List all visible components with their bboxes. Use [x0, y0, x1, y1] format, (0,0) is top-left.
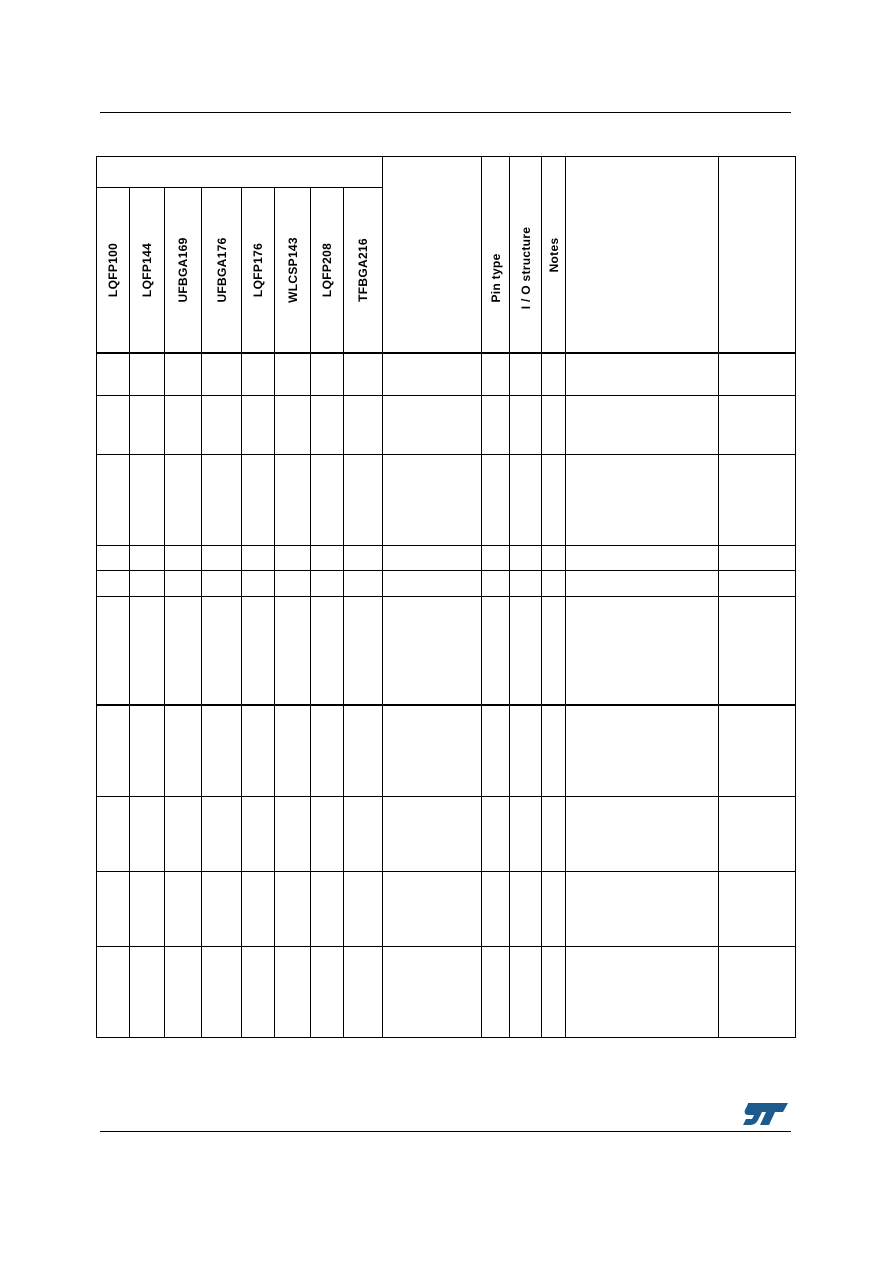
additional-functions-header: [719, 157, 796, 354]
table-cell: [242, 797, 275, 872]
table-cell: [344, 353, 383, 396]
table-cell: [97, 353, 130, 396]
table-cell: [165, 705, 202, 797]
table-cell: [202, 455, 242, 546]
table-cell: [97, 597, 130, 706]
col-ufbga169-label: UFBGA169: [176, 237, 190, 303]
table-cell: [311, 597, 344, 706]
col-lqfp100-label: LQFP100: [106, 242, 120, 298]
table-cell: [165, 571, 202, 597]
table-cell: [202, 705, 242, 797]
table-cell: [97, 797, 130, 872]
table-cell: [566, 705, 719, 797]
table-cell: [275, 797, 311, 872]
table-cell: [242, 872, 275, 947]
table-cell: [344, 705, 383, 797]
table-cell: [165, 947, 202, 1038]
table-cell: [242, 546, 275, 571]
table-cell: [383, 353, 482, 396]
table-cell: [275, 571, 311, 597]
table-cell: [566, 546, 719, 571]
table-cell: [719, 455, 796, 546]
table-cell: [311, 705, 344, 797]
table-cell: [510, 872, 542, 947]
table-cell: [275, 546, 311, 571]
table-cell: [202, 872, 242, 947]
table-cell: [311, 872, 344, 947]
table-cell: [482, 705, 510, 797]
table-cell: [719, 797, 796, 872]
table-cell: [344, 797, 383, 872]
col-lqfp176: [242, 188, 275, 354]
table-cell: [542, 571, 566, 597]
table-cell: [383, 597, 482, 706]
table-cell: [510, 396, 542, 455]
col-tfbga216: [344, 188, 383, 354]
table-cell: [311, 455, 344, 546]
header-rule: [100, 112, 791, 113]
table-cell: [482, 546, 510, 571]
table-cell: [311, 546, 344, 571]
footer-rule: [100, 1131, 791, 1132]
table-cell: [242, 396, 275, 455]
table-cell: [383, 396, 482, 455]
table-cell: [719, 546, 796, 571]
table-cell: [383, 872, 482, 947]
table-cell: [97, 872, 130, 947]
table-cell: [719, 705, 796, 797]
col-ufbga169: [165, 188, 202, 354]
table-cell: [311, 571, 344, 597]
table-cell: [510, 455, 542, 546]
col-wlcsp143-label: WLCSP143: [285, 237, 300, 303]
table-cell: [275, 396, 311, 455]
table-cell: [566, 455, 719, 546]
pin-type-header: [482, 157, 510, 354]
notes-header: [542, 157, 566, 354]
table-cell: [97, 546, 130, 571]
table-cell: [482, 396, 510, 455]
table-cell: [482, 797, 510, 872]
table-cell: [510, 597, 542, 706]
table-cell: [242, 597, 275, 706]
table-cell: [542, 872, 566, 947]
table-cell: [202, 797, 242, 872]
table-cell: [566, 797, 719, 872]
table-cell: [130, 455, 165, 546]
table-body: [97, 353, 796, 1038]
col-lqfp208-label: LQFP208: [320, 242, 334, 298]
table-cell: [719, 396, 796, 455]
table-cell: [275, 947, 311, 1038]
alternate-functions-header: [566, 157, 719, 354]
table-cell: [566, 353, 719, 396]
table-cell: [97, 947, 130, 1038]
table-cell: [510, 353, 542, 396]
table-cell: [510, 546, 542, 571]
table-cell: [275, 872, 311, 947]
table-cell: [130, 797, 165, 872]
table-cell: [542, 455, 566, 546]
col-lqfp208: [311, 188, 344, 354]
table-cell: [566, 571, 719, 597]
table-cell: [344, 597, 383, 706]
table-cell: [130, 546, 165, 571]
table-cell: [566, 872, 719, 947]
table-row: [97, 872, 796, 947]
table-cell: [165, 353, 202, 396]
table-cell: [202, 353, 242, 396]
table-cell: [242, 455, 275, 546]
table-cell: [202, 571, 242, 597]
table-cell: [542, 597, 566, 706]
col-wlcsp143: [275, 188, 311, 354]
table-cell: [242, 705, 275, 797]
table-cell: [202, 597, 242, 706]
table-cell: [202, 546, 242, 571]
table-cell: [542, 797, 566, 872]
table-cell: [275, 597, 311, 706]
table-cell: [130, 705, 165, 797]
table-cell: [719, 872, 796, 947]
table-cell: [344, 546, 383, 571]
table-cell: [482, 597, 510, 706]
table-row: [97, 353, 796, 396]
table-cell: [311, 797, 344, 872]
table-row: [97, 597, 796, 706]
table-cell: [130, 396, 165, 455]
table-cell: [482, 571, 510, 597]
table-cell: [566, 396, 719, 455]
table-row: [97, 546, 796, 571]
col-ufbga176: [202, 188, 242, 354]
table-cell: [242, 571, 275, 597]
io-structure-header: [510, 157, 542, 354]
table-cell: [165, 396, 202, 455]
table-cell: [344, 571, 383, 597]
table-cell: [383, 705, 482, 797]
table-row: [97, 571, 796, 597]
col-lqfp144: [130, 188, 165, 354]
table-row: [97, 797, 796, 872]
col-lqfp100: [97, 188, 130, 354]
table-cell: [383, 546, 482, 571]
col-ufbga176-label: UFBGA176: [214, 237, 229, 303]
col-lqfp176-label: LQFP176: [251, 242, 265, 298]
table-cell: [165, 597, 202, 706]
table-cell: [719, 947, 796, 1038]
table-cell: [97, 455, 130, 546]
table-cell: [165, 872, 202, 947]
table-cell: [202, 947, 242, 1038]
table-cell: [510, 797, 542, 872]
notes-label: Notes: [546, 237, 561, 272]
pin-name-header: [383, 157, 482, 354]
pin-number-group-header: [97, 157, 383, 188]
table-cell: [165, 546, 202, 571]
table-cell: [719, 571, 796, 597]
table-cell: [344, 947, 383, 1038]
table-cell: [275, 455, 311, 546]
pin-description-table: [96, 156, 796, 1038]
table-cell: [542, 705, 566, 797]
table-cell: [719, 597, 796, 706]
table-cell: [383, 455, 482, 546]
table-row: [97, 947, 796, 1038]
table-cell: [482, 455, 510, 546]
table-cell: [97, 705, 130, 797]
table-row: [97, 705, 796, 797]
table-cell: [130, 947, 165, 1038]
table-cell: [344, 396, 383, 455]
table-cell: [542, 947, 566, 1038]
table-cell: [311, 947, 344, 1038]
table-cell: [311, 353, 344, 396]
table-cell: [482, 353, 510, 396]
table-cell: [130, 597, 165, 706]
table-cell: [383, 947, 482, 1038]
table-cell: [130, 872, 165, 947]
table-cell: [542, 546, 566, 571]
table-cell: [97, 571, 130, 597]
table-cell: [202, 396, 242, 455]
table-cell: [510, 571, 542, 597]
table-cell: [344, 455, 383, 546]
col-lqfp144-label: LQFP144: [140, 242, 154, 298]
table-cell: [383, 797, 482, 872]
table-cell: [566, 947, 719, 1038]
table-cell: [510, 947, 542, 1038]
table-cell: [566, 597, 719, 706]
table-cell: [130, 353, 165, 396]
table-cell: [482, 872, 510, 947]
table-cell: [130, 571, 165, 597]
table-cell: [165, 797, 202, 872]
col-tfbga216-label: TFBGA216: [356, 238, 370, 302]
table-cell: [242, 947, 275, 1038]
table-cell: [165, 455, 202, 546]
table-cell: [542, 396, 566, 455]
table-row: [97, 455, 796, 546]
table-cell: [344, 872, 383, 947]
table-cell: [719, 353, 796, 396]
table-cell: [275, 353, 311, 396]
io-structure-label: I / O structure: [518, 226, 533, 310]
pin-type-label: Pin type: [488, 253, 503, 303]
table-cell: [275, 705, 311, 797]
table-row: [97, 396, 796, 455]
table-cell: [311, 396, 344, 455]
table-cell: [242, 353, 275, 396]
st-logo-icon: [742, 1101, 790, 1127]
table-cell: [97, 396, 130, 455]
table-cell: [542, 353, 566, 396]
table-cell: [383, 571, 482, 597]
table-cell: [482, 947, 510, 1038]
table-cell: [510, 705, 542, 797]
